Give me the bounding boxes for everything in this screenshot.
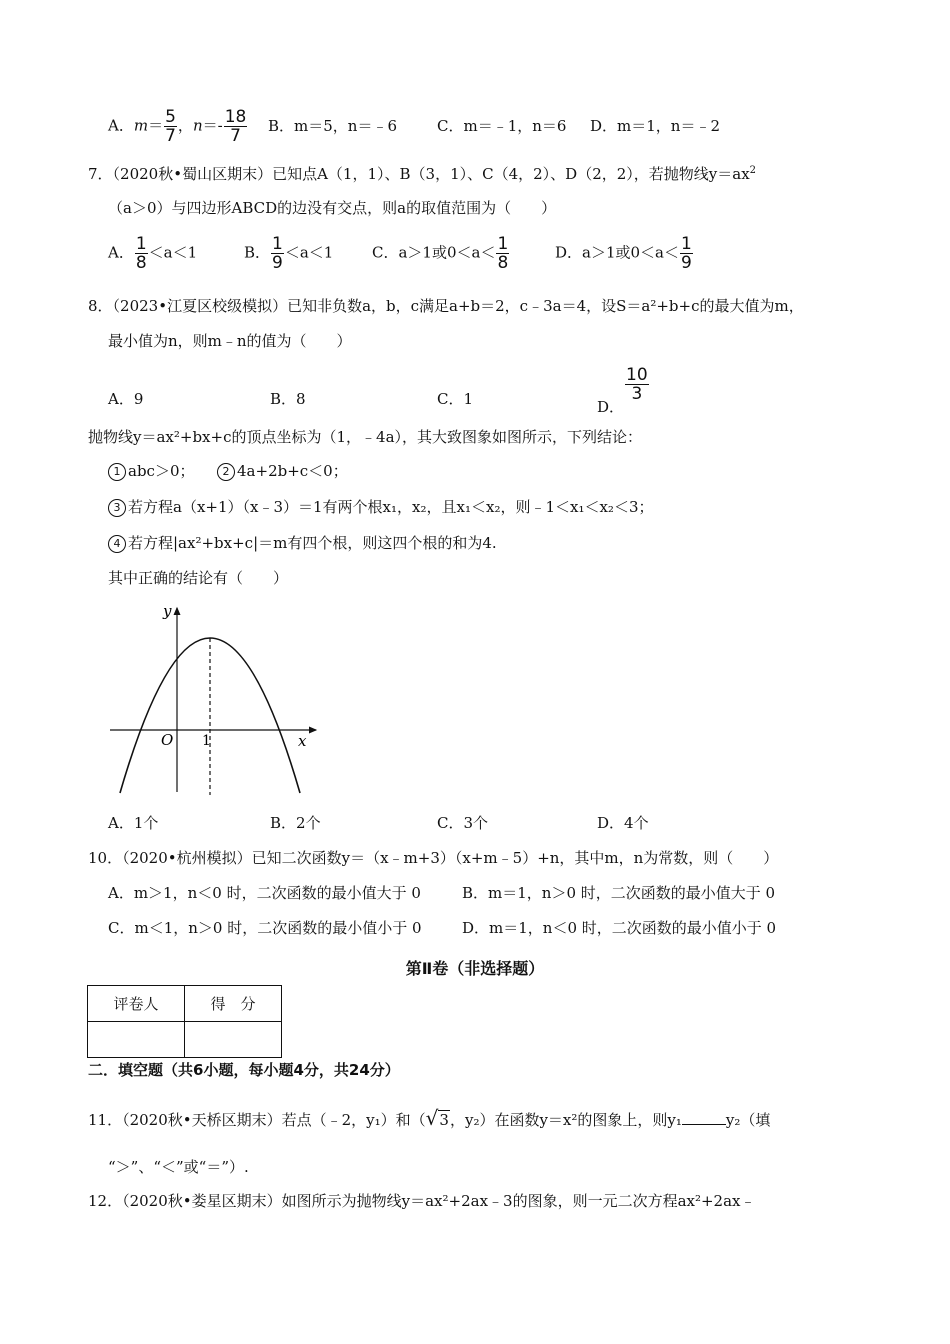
section2-heading: 二．填空题（共6小题，每小题4分，共24分） <box>88 1061 400 1079</box>
answer-blank[interactable] <box>682 1110 726 1125</box>
q11-line1: 11．（2020秋•天桥区期末）若点（﹣2，y₁）和（√3，y₂）在函数y＝x²的图象上，则y₁ y₂（填 <box>88 1106 771 1130</box>
q6-a-n-fraction: $\frac{18}{7}$ <box>224 107 247 146</box>
score-cell <box>185 1022 282 1058</box>
q6-options: A．m＝ $\frac{5}{7}$ ，n＝- $\frac{18}{7}$ <box>108 107 247 146</box>
q12-line1: 12．（2020秋•娄星区期末）如图所示为抛物线y＝ax²+2ax﹣3的图象，则一元二次方程ax²+2ax﹣ <box>88 1192 756 1210</box>
q9-statements-1-2: 1 abc＞0； 2 4a+2b+c＜0； <box>108 461 348 481</box>
q7-line2: （a＞0）与四边形ABCD的边没有交点，则a的取值范围为（ ） <box>108 199 557 217</box>
q7-option-d: D．a＞1或0＜a＜ $\frac{1}{9}$ <box>555 234 692 273</box>
tick-1-label: 1 <box>202 733 211 749</box>
score-header: 得 分 <box>185 986 282 1022</box>
q6-option-c: C．m＝﹣1，n＝6 <box>437 117 567 135</box>
reviewer-header: 评卷人 <box>88 986 185 1022</box>
q8-line2: 最小值为n，则m﹣n的值为（ ） <box>108 332 352 350</box>
sqrt-icon: √ <box>425 1106 439 1130</box>
q9-line1: 抛物线y＝ax²+bx+c的顶点坐标为（1，﹣4a），其大致图象如图所示，下列结论： <box>88 428 643 446</box>
q8-option-b: B．8 <box>270 390 306 408</box>
q8-line1: 8．（2023•江夏区校级模拟）已知非负数a，b，c满足a+b＝2，c﹣3a＝4，设S＝a²+b+c的最大值为m， <box>88 297 804 315</box>
circled-2-icon: 2 <box>217 463 235 481</box>
q9-option-d: D．4个 <box>597 814 649 832</box>
origin-label: O <box>161 731 174 749</box>
q6-a-m-fraction: $\frac{5}{7}$ <box>165 107 176 146</box>
q8-option-a: A．9 <box>108 390 144 408</box>
q9-statement-4: 4 若方程|ax²+bx+c|＝m有四个根，则这四个根的和为4. <box>108 533 497 553</box>
circled-4-icon: 4 <box>108 535 126 553</box>
q9-statement-3: 3 若方程a（x+1）（x﹣3）＝1有两个根x₁，x₂，且x₁＜x₂，则﹣1＜x₁＜x₂＜3； <box>108 497 654 517</box>
q11-line2: “＞”、“＜”或“＝”）. <box>108 1158 249 1176</box>
part2-title: 第Ⅱ卷（非选择题） <box>405 959 545 978</box>
y-axis-label: y <box>163 602 172 620</box>
q10-option-c: C．m＜1，n＞0 时，二次函数的最小值小于 0 <box>108 919 422 937</box>
q7-line1: 7．（2020秋•蜀山区期末）已知点A（1，1）、B（3，1）、C（4，2）、D（2，2），若抛物线$y=ax^2$ <box>88 165 757 183</box>
q7-option-a: A． $\frac{1}{8}$ ＜a＜1 <box>108 234 198 273</box>
q9-option-a: A．1个 <box>108 814 159 832</box>
q10-option-d: D．m＝1，n＜0 时，二次函数的最小值小于 0 <box>462 919 777 937</box>
circled-3-icon: 3 <box>108 499 126 517</box>
q9-option-c: C．3个 <box>437 814 489 832</box>
q8-option-d: D． $\frac{10}{3}$ <box>597 365 648 416</box>
q7-option-b: B． $\frac{1}{9}$ ＜a＜1 <box>244 234 334 273</box>
parabola-graph <box>108 600 323 800</box>
q6-option-b: B．m＝5，n＝﹣6 <box>268 117 397 135</box>
q7-option-c: C．a＞1或0＜a＜ $\frac{1}{8}$ <box>372 234 509 273</box>
q9-option-b: B．2个 <box>270 814 321 832</box>
circled-1-icon: 1 <box>108 463 126 481</box>
q10-line1: 10．（2020•杭州模拟）已知二次函数y＝（x﹣m+3）（x+m﹣5）+n，其中m，n为常数，则（ ） <box>88 849 779 867</box>
q9-ask: 其中正确的结论有（ ） <box>108 569 289 587</box>
q8-option-c: C．1 <box>437 390 474 408</box>
q10-option-a: A．m＞1，n＜0 时，二次函数的最小值大于 0 <box>108 884 421 902</box>
x-axis-label: x <box>298 732 307 750</box>
q6-option-d: D．m＝1，n＝﹣2 <box>590 117 720 135</box>
reviewer-cell <box>88 1022 185 1058</box>
score-table <box>87 985 282 1058</box>
q10-option-b: B．m＝1，n＞0 时，二次函数的最小值大于 0 <box>462 884 776 902</box>
